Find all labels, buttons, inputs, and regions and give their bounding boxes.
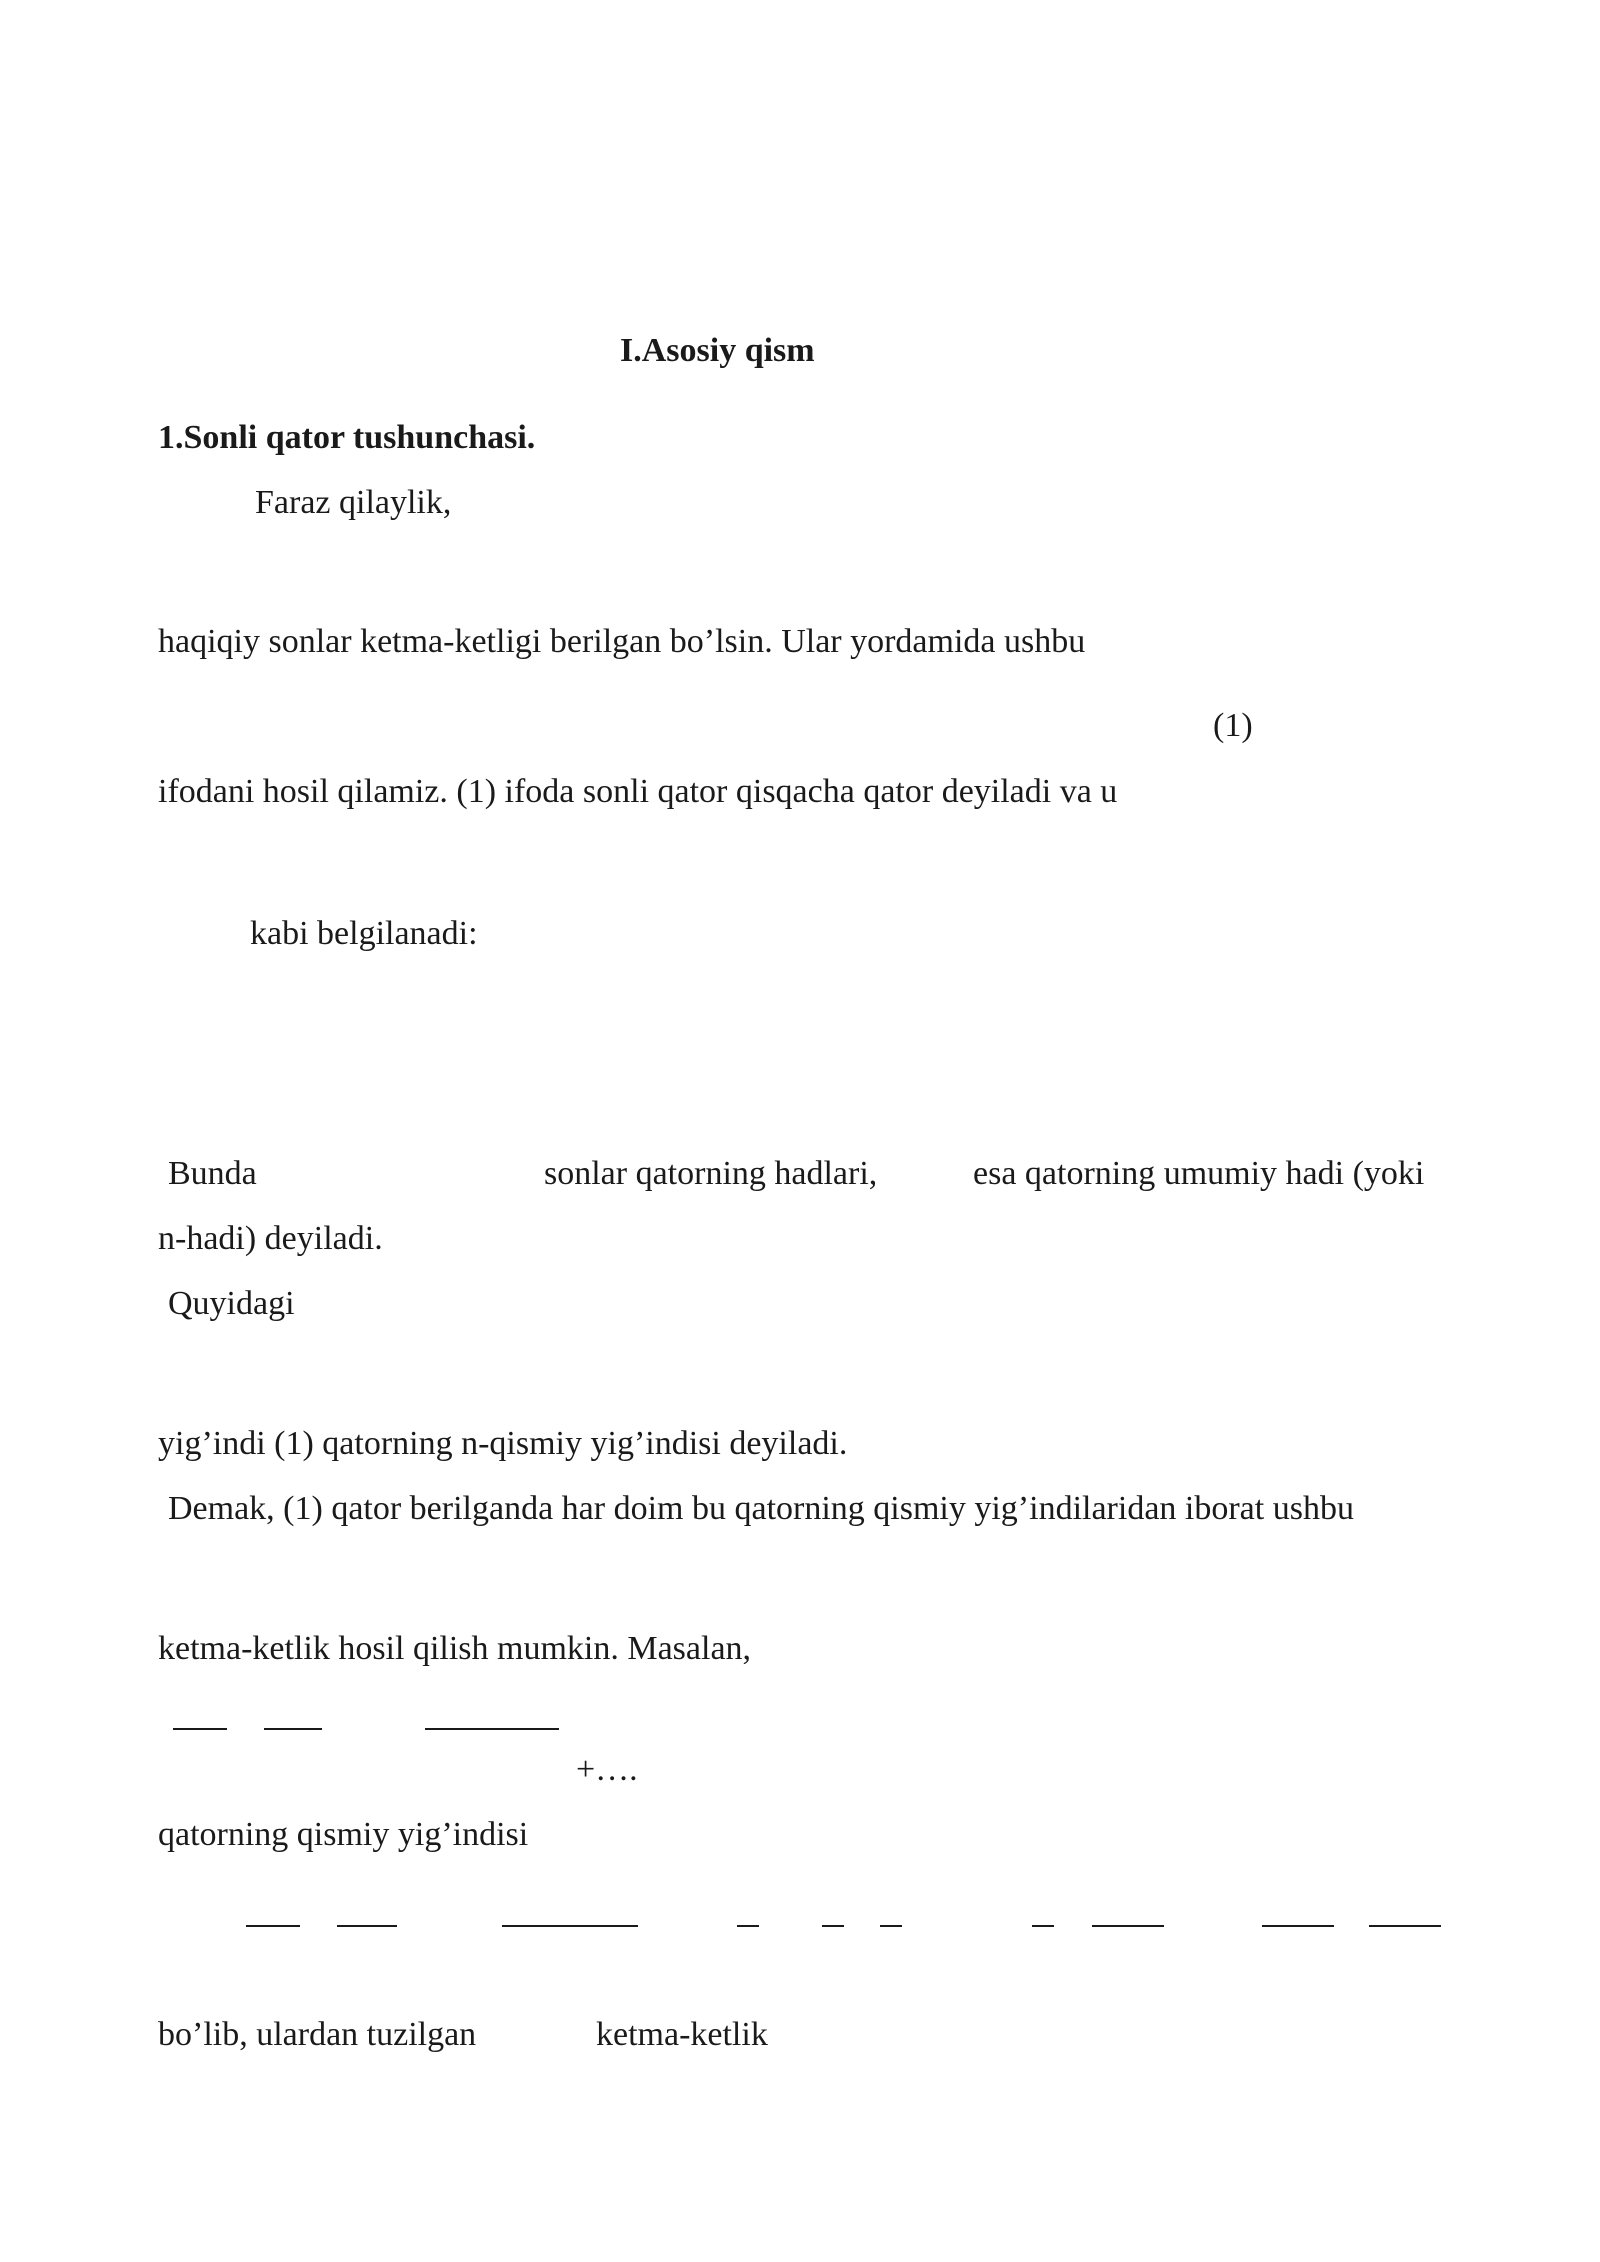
paragraph-conclusion-end: ketma-ketlik [596,2016,768,2053]
fraction-bar [246,1925,300,1927]
paragraph-series-definition: ifodani hosil qilamiz. (1) ifoda sonli qator qisqacha qator deyiladi va u [158,773,1118,810]
paragraph-example: ketma-ketlik hosil qilish mumkin. Masalan, [158,1630,752,1667]
paragraph-intro: Faraz qilaylik, [255,484,452,521]
equation-number: (1) [1213,707,1253,744]
paragraph-notation: kabi belgilanadi: [250,915,478,952]
paragraph-partial-sum-start: Quyidagi [168,1285,295,1322]
fraction-bar [1032,1925,1054,1927]
paragraph-terms-start: Bunda [168,1155,257,1192]
fraction-bar [1262,1925,1334,1927]
paragraph-conclusion-start: bo’lib, ulardan tuzilgan [158,2016,477,2053]
paragraph-sequence: haqiqiy sonlar ketma-ketligi berilgan bo’lsin. Ular yordamida ushbu [158,623,1086,660]
paragraph-terms-cont: n-hadi) deyiladi. [158,1220,383,1257]
fraction-bar [264,1728,322,1730]
paragraph-sequence-of-sums: Demak, (1) qator berilganda har doim bu qatorning qismiy yig’indilaridan iborat ushbu [168,1490,1354,1527]
paragraph-partial-sum: yig’indi (1) qatorning n-qismiy yig’indisi deyiladi. [158,1425,848,1462]
example-series-tail: +…. [576,1751,638,1788]
fraction-bar [425,1728,559,1730]
fraction-bar [880,1925,902,1927]
fraction-bar [1092,1925,1164,1927]
paragraph-example-partial-sum: qatorning qismiy yig’indisi [158,1816,529,1853]
subsection-title: 1.Sonli qator tushunchasi. [158,419,536,456]
fraction-bar [173,1728,227,1730]
paragraph-terms-mid: sonlar qatorning hadlari, [544,1155,878,1192]
fraction-bar [502,1925,638,1927]
fraction-bar [1369,1925,1441,1927]
fraction-bar [337,1925,397,1927]
section-title: I.Asosiy qism [620,332,815,369]
fraction-bar [822,1925,844,1927]
fraction-bar [737,1925,759,1927]
paragraph-terms-end: esa qatorning umumiy hadi (yoki [973,1155,1425,1192]
